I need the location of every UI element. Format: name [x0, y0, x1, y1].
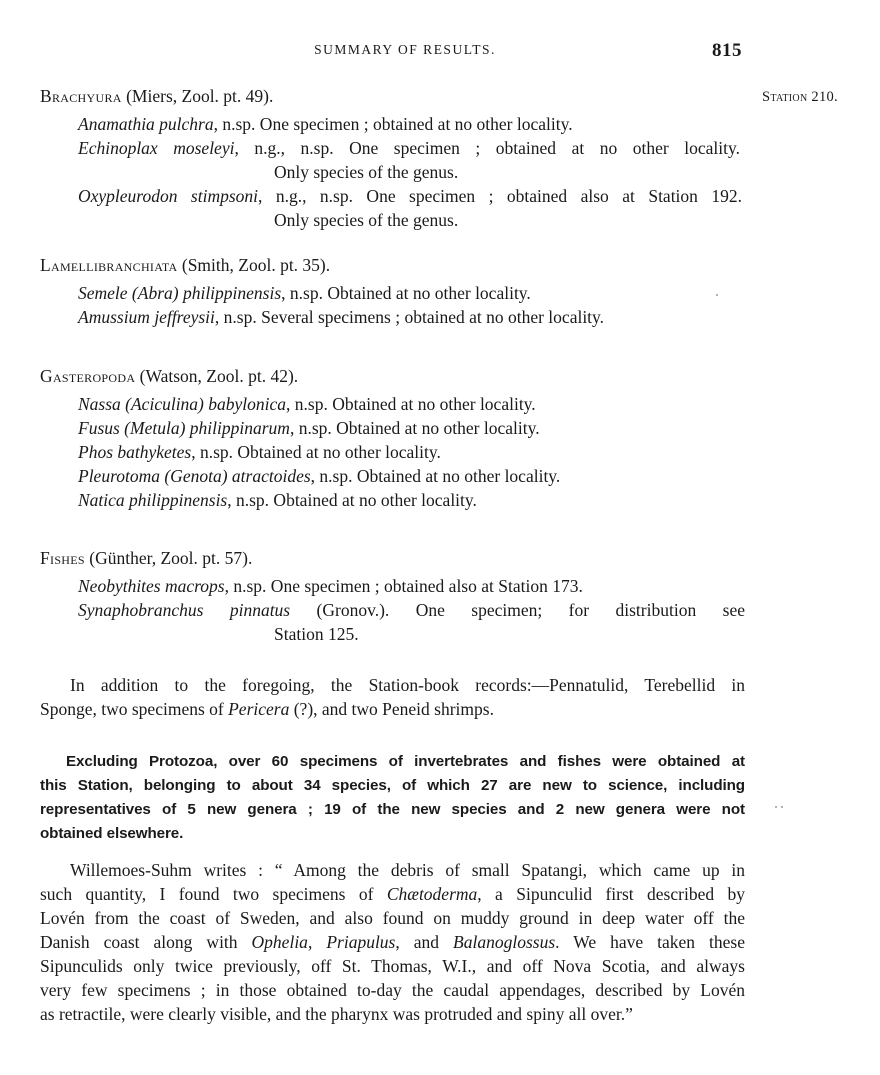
- species-entry: [78, 283, 531, 304]
- species-note-continuation: Only species of the genus.: [274, 162, 459, 182]
- group-heading-lamellibranchiata: [40, 255, 330, 276]
- species-entry: [78, 418, 540, 439]
- paragraph-line: Sipunculids only twice previously, off St. Thomas, W.I., and off Nova Scotia, and always: [40, 956, 745, 976]
- group-heading-brachyura: [40, 86, 273, 107]
- species-name: Synaphobranchus pinnatus: [78, 600, 291, 620]
- species-entry: [78, 576, 583, 597]
- species-note: (Gronov.). One specimen; for distribution see: [290, 600, 745, 620]
- species-name: Phos bathyketes: [78, 442, 192, 462]
- paragraph-line: very few specimens ; in those obtained to-day the caudal appendages, described by Lovén: [40, 980, 745, 1000]
- print-speck: [775, 806, 777, 808]
- paragraph-line: as retractile, were clearly visible, and the pharynx was protruded and spiny all over.”: [40, 1004, 633, 1024]
- species-name: Fusus (Metula) philippinarum: [78, 418, 290, 438]
- text-run: . We have taken these: [555, 932, 745, 952]
- italic-taxon: Balanoglossus: [453, 932, 556, 952]
- paragraph-line: Willemoes-Suhm writes : “ Among the debris of small Spatangi, which came up in: [70, 860, 745, 880]
- group-authority: (Smith, Zool. pt. 35).: [177, 255, 331, 275]
- paragraph-line: [40, 930, 745, 954]
- species-name: Semele (Abra) philippinensis: [78, 283, 282, 303]
- species-note: , n.sp. One specimen ; obtained also at Station 173.: [224, 576, 583, 596]
- page-number: 815: [712, 40, 742, 61]
- species-note: , n.sp. Obtained at no other locality.: [286, 394, 536, 414]
- print-speck: [781, 806, 783, 808]
- italic-taxon: Pericera: [228, 699, 290, 719]
- species-name: Amussium jeffreysii: [78, 307, 215, 327]
- species-entry: [78, 186, 742, 207]
- species-name: Oxypleurodon stimpsoni: [78, 186, 259, 206]
- species-note-continuation: Station 125.: [274, 624, 359, 644]
- species-note: , n.sp. Several specimens ; obtained at no other locality.: [214, 307, 605, 327]
- paragraph-line: this Station, belonging to about 34 species, of which 27 are new to science, including: [40, 777, 745, 794]
- italic-taxon: Chætoderma: [386, 884, 478, 904]
- paragraph-line: representatives of 5 new genera ; 19 of the new species and 2 new genera were not: [40, 801, 745, 818]
- species-name: Anamathia pulchra: [78, 114, 214, 134]
- paragraph-line: Excluding Protozoa, over 60 specimens of invertebrates and fishes were obtained at: [66, 753, 745, 770]
- running-header-title: SUMMARY OF RESULTS.: [314, 42, 496, 57]
- paragraph-line: [40, 697, 745, 721]
- paragraph-line: In addition to the foregoing, the Station-book records:—Pennatulid, Terebellid in: [70, 675, 745, 695]
- text-run: ,: [307, 932, 327, 952]
- group-heading-fishes: [40, 548, 252, 569]
- species-note-continuation: Only species of the genus.: [274, 210, 459, 230]
- species-name: Neobythites macrops: [78, 576, 225, 596]
- text-run: Sponge, two specimens of: [40, 699, 229, 719]
- species-note: , n.sp. Obtained at no other locality.: [310, 466, 561, 486]
- species-entry: [78, 394, 536, 415]
- paragraph-line: obtained elsewhere.: [40, 825, 184, 842]
- station-margin-note: Station 210.: [762, 89, 838, 105]
- group-name: Fishes: [40, 548, 85, 568]
- species-entry: [78, 490, 477, 511]
- species-note: , n.sp. Obtained at no other locality.: [281, 283, 531, 303]
- species-entry: [78, 600, 745, 621]
- italic-taxon: Ophelia: [251, 932, 308, 952]
- text-run: (?), and two Peneid shrimps.: [289, 699, 494, 719]
- species-entry: [78, 442, 441, 463]
- species-note: , n.sp. Obtained at no other locality.: [289, 418, 540, 438]
- group-name: Brachyura: [40, 86, 122, 106]
- species-name: Nassa (Aciculina) babylonica: [78, 394, 287, 414]
- species-entry: [78, 466, 560, 487]
- group-authority: (Miers, Zool. pt. 49).: [121, 86, 274, 106]
- species-note: , n.sp. Obtained at no other locality.: [227, 490, 477, 510]
- species-name: Natica philippinensis: [78, 490, 228, 510]
- print-speck: [716, 294, 718, 296]
- group-authority: (Watson, Zool. pt. 42).: [135, 366, 299, 386]
- text-run: such quantity, I found two specimens of: [40, 884, 387, 904]
- species-entry: [78, 307, 604, 328]
- text-run: , and: [395, 932, 454, 952]
- willemoes-suhm-quote: [40, 858, 745, 1026]
- species-note: , n.g., n.sp. One specimen ; obtained also at Station 192.: [258, 186, 742, 206]
- species-entry: [78, 138, 740, 159]
- species-name: Pleurotoma (Genota) atractoides: [78, 466, 311, 486]
- species-note: , n.sp. Obtained at no other locality.: [191, 442, 441, 462]
- paragraph-line: Lovén from the coast of Sweden, and also found on muddy ground in deep water off the: [40, 908, 745, 928]
- station-book-paragraph: [40, 673, 745, 721]
- species-name: Echinoplax moseleyi: [78, 138, 235, 158]
- group-authority: (Günther, Zool. pt. 57).: [84, 548, 253, 568]
- paragraph-line: [40, 882, 745, 906]
- species-note: , n.g., n.sp. One specimen ; obtained at no other locality.: [234, 138, 740, 158]
- group-name: Lamellibranchiata: [40, 255, 178, 275]
- group-heading-gasteropoda: [40, 366, 298, 387]
- text-run: Danish coast along with: [40, 932, 252, 952]
- summary-paragraph: [40, 750, 745, 846]
- text-run: , a Sipunculid first described by: [477, 884, 745, 904]
- group-name: Gasteropoda: [40, 366, 136, 386]
- species-entry: [78, 114, 573, 135]
- species-note: , n.sp. One specimen ; obtained at no other locality.: [213, 114, 573, 134]
- italic-taxon: Priapulus: [326, 932, 396, 952]
